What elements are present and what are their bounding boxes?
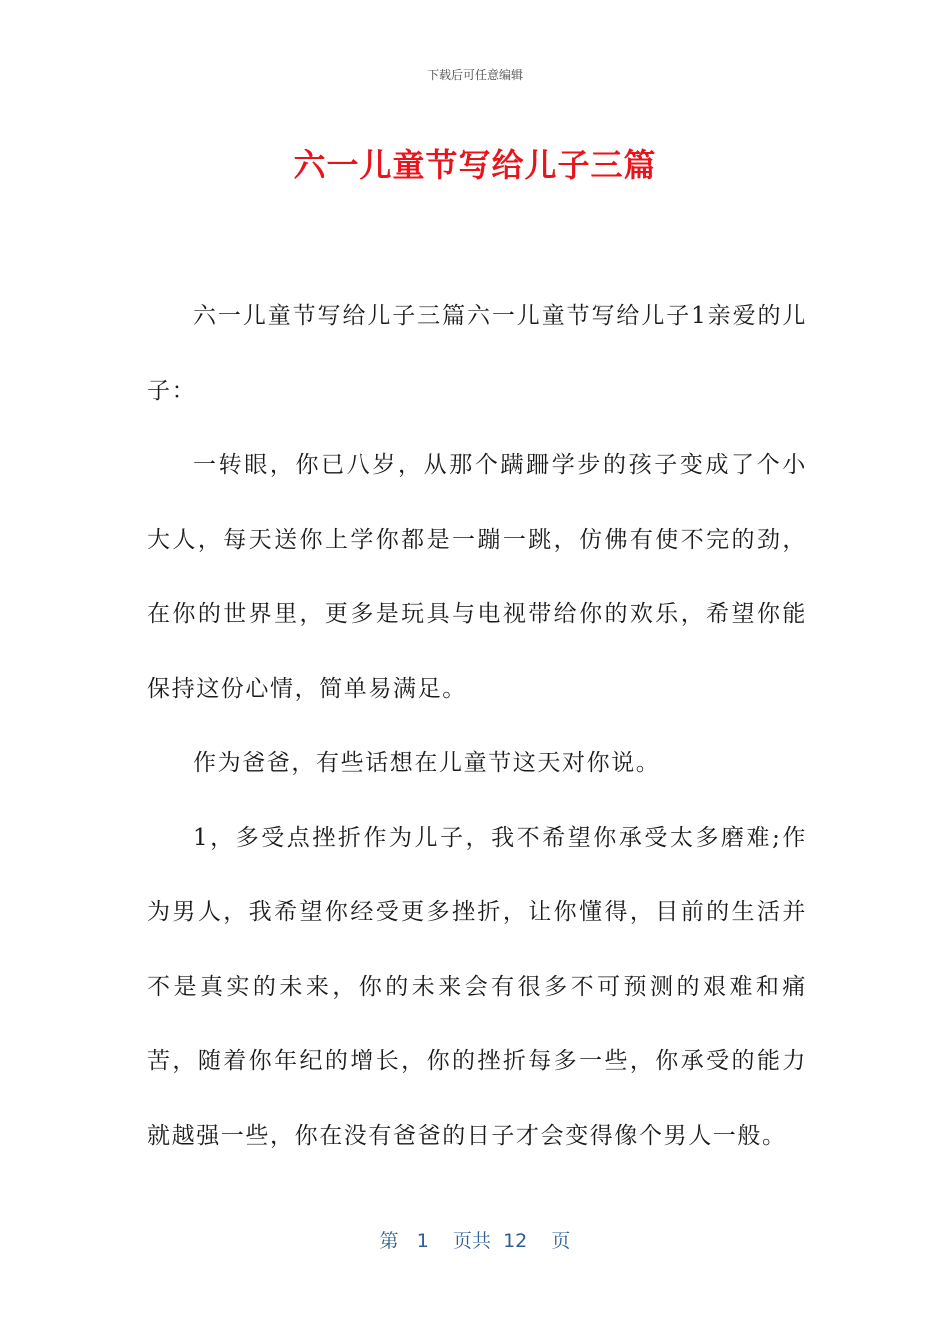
page-footer [0, 1226, 950, 1253]
total-pages-number: 12 [503, 1230, 528, 1252]
paragraph: 1，多受点挫折作为儿子，我不希望你承受太多磨难;作为男人，我希望你经受更多挫折，让你懂得，目前的生活并不是真实的未来，你的未来会有很多不可预测的艰难和痛苦，随着你年纪的增长，你的挫折每多一些，你承受的能力就越强一些，你在没有爸爸的日子才会变得像个男人一般。 [147, 824, 807, 1149]
header-note: 下载后可任意编辑 [426, 68, 523, 82]
page-label-suffix: 页 [551, 1230, 571, 1252]
page-label-prefix: 第 [379, 1230, 399, 1252]
paragraph: 六一儿童节写给儿子三篇六一儿童节写给儿子1亲爱的儿子： [147, 303, 807, 404]
paragraph: 作为爸爸，有些话想在儿童节这天对你说。 [193, 750, 661, 776]
document-title: 六一儿童节写给儿子三篇 [293, 146, 657, 184]
paragraph: 一转眼，你已八岁，从那个蹒跚学步的孩子变成了个小大人，每天送你上学你都是一蹦一跳，仿佛有使不完的劲，在你的世界里，更多是玩具与电视带给你的欢乐，希望你能保持这份心情，简单易满足。 [147, 452, 807, 702]
current-page-number: 1 [416, 1230, 429, 1252]
page-label-mid: 页共 [452, 1230, 491, 1252]
document-body [147, 279, 807, 1173]
